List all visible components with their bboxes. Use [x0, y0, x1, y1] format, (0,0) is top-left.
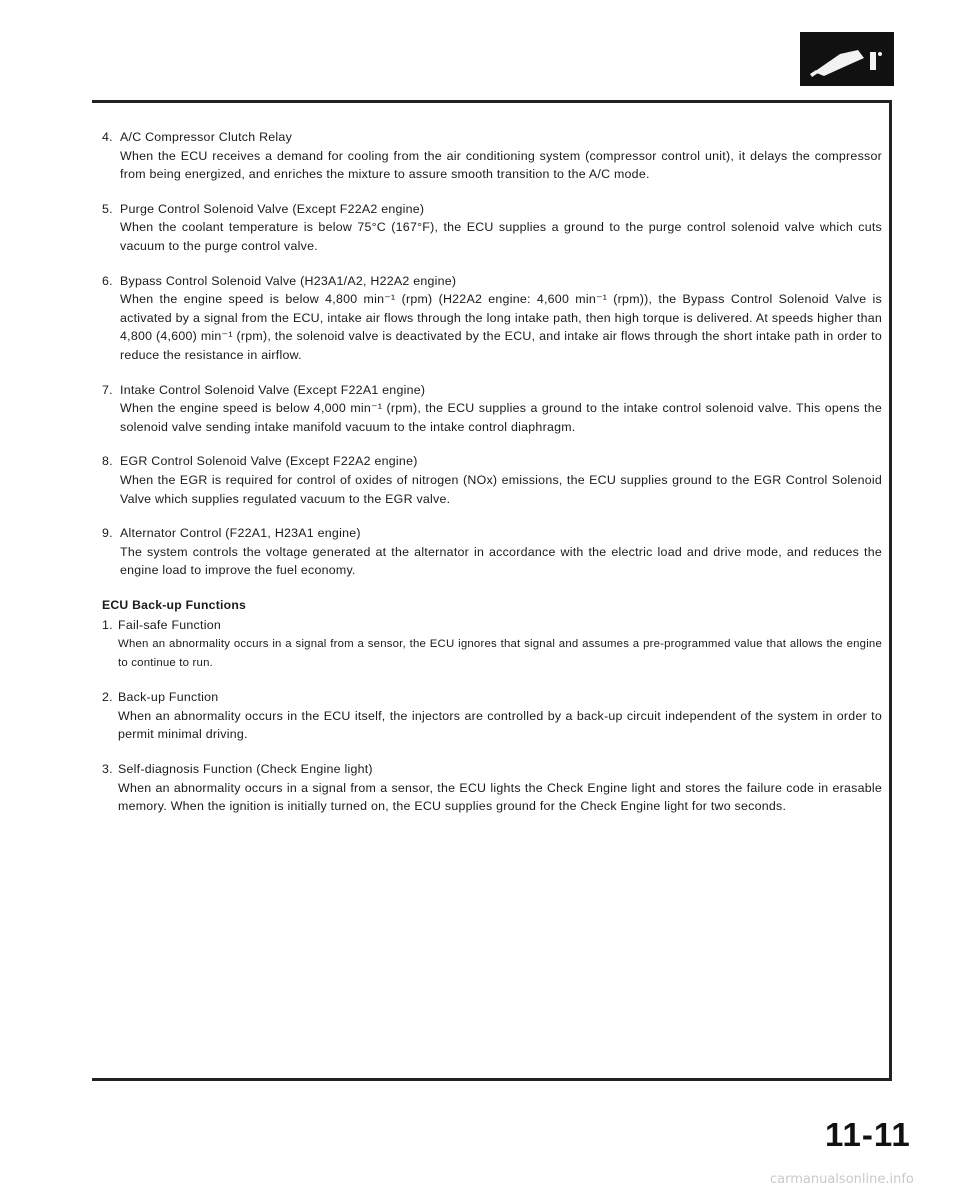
bottom-rule [92, 1078, 892, 1081]
logo-graphic [800, 32, 894, 86]
item-number: 8. [102, 454, 113, 469]
item-text: When the engine speed is below 4,800 min⁻¹ (rpm) (H22A2 engine: 4,600 min⁻¹ (rpm)), the Bypass Control Solenoid Valve is activated by a signal from the ECU, intake air flows through the long intake path, then high torque is delivered. At speeds higher than 4,800 (4,600) min⁻¹ (rpm), the solenoid valve is deactivated by the ECU, and intake air flows through the short intake path in order to reduce the resistance in airflow. [120, 292, 882, 362]
item-text: The system controls the voltage generated at the alternator in accordance with the electric load and drive mode, and reduces the engine load to improve the fuel economy. [120, 544, 882, 578]
item-number: 1. [102, 618, 113, 633]
item-title: Intake Control Solenoid Valve (Except F22A1 engine) [120, 382, 426, 397]
item-text: When the coolant temperature is below 75°C (167°F), the ECU supplies a ground to the purge control solenoid valve which cuts vacuum to the purge control valve. [120, 220, 882, 253]
item-text: When the EGR is required for control of oxides of nitrogen (NOx) emissions, the ECU supplies ground to the EGR Control Solenoid Valve which supplies regulated vacuum to the EGR valve. [120, 472, 882, 506]
item-title: A/C Compressor Clutch Relay [120, 130, 293, 144]
item-text: When the ECU receives a demand for cooling from the air conditioning system (compressor control unit), it delays the compressor from being energized, and enriches the mixture to assure smooth transition to the A/C mode. [120, 148, 882, 182]
item-text: When the engine speed is below 4,000 min⁻¹ (rpm), the ECU supplies a ground to the intake control solenoid valve. This opens the solenoid valve sending intake manifold vacuum to the intake control diaphragm. [120, 401, 882, 434]
item-number: 7. [102, 382, 113, 397]
item-title: Back-up Function [118, 690, 219, 705]
list-item [102, 452, 882, 508]
list-item [102, 381, 882, 437]
item-text: When an abnormality occurs in a signal from a sensor, the ECU lights the Check Engine light and stores the failure code in erasable memory. When the ignition is initially turned on, the ECU supplies ground for the Check Engine light for two seconds. [118, 780, 882, 814]
list-item [102, 128, 882, 184]
item-title: EGR Control Solenoid Valve (Except F22A2 engine) [120, 454, 418, 469]
page-number: 11-11 [825, 1116, 911, 1153]
list-item [102, 616, 882, 672]
manual-content [102, 128, 882, 832]
item-title: Purge Control Solenoid Valve (Except F22A2 engine) [120, 201, 425, 216]
list-item [102, 524, 882, 580]
list-item [102, 200, 882, 256]
item-number: 5. [102, 201, 113, 216]
list-item [102, 760, 882, 816]
item-title: Bypass Control Solenoid Valve (H23A1/A2, H22A2 engine) [120, 273, 457, 288]
item-number: 3. [102, 762, 113, 777]
item-number: 2. [102, 690, 113, 705]
item-text: When an abnormality occurs in a signal from a sensor, the ECU ignores that signal and assumes a pre-programmed value that allows the engine to continue to run. [118, 638, 882, 669]
top-rule [92, 100, 890, 103]
spark-plug-icon [800, 32, 894, 86]
footer-watermark: carmanualsonline.info [770, 1172, 914, 1187]
item-title: Self-diagnosis Function (Check Engine light) [118, 762, 373, 777]
item-text: When an abnormality occurs in the ECU itself, the injectors are controlled by a back-up circuit independent of the system in order to permit minimal driving. [118, 708, 882, 742]
item-title: Alternator Control (F22A1, H23A1 engine) [120, 526, 361, 541]
item-number: 9. [102, 526, 113, 541]
section-heading: ECU Back-up Functions [102, 597, 247, 612]
list-item [102, 688, 882, 744]
right-rule [889, 100, 892, 1080]
item-number: 6. [102, 273, 113, 288]
item-number: 4. [102, 130, 113, 144]
list-item [102, 272, 882, 365]
item-title: Fail-safe Function [118, 618, 221, 633]
